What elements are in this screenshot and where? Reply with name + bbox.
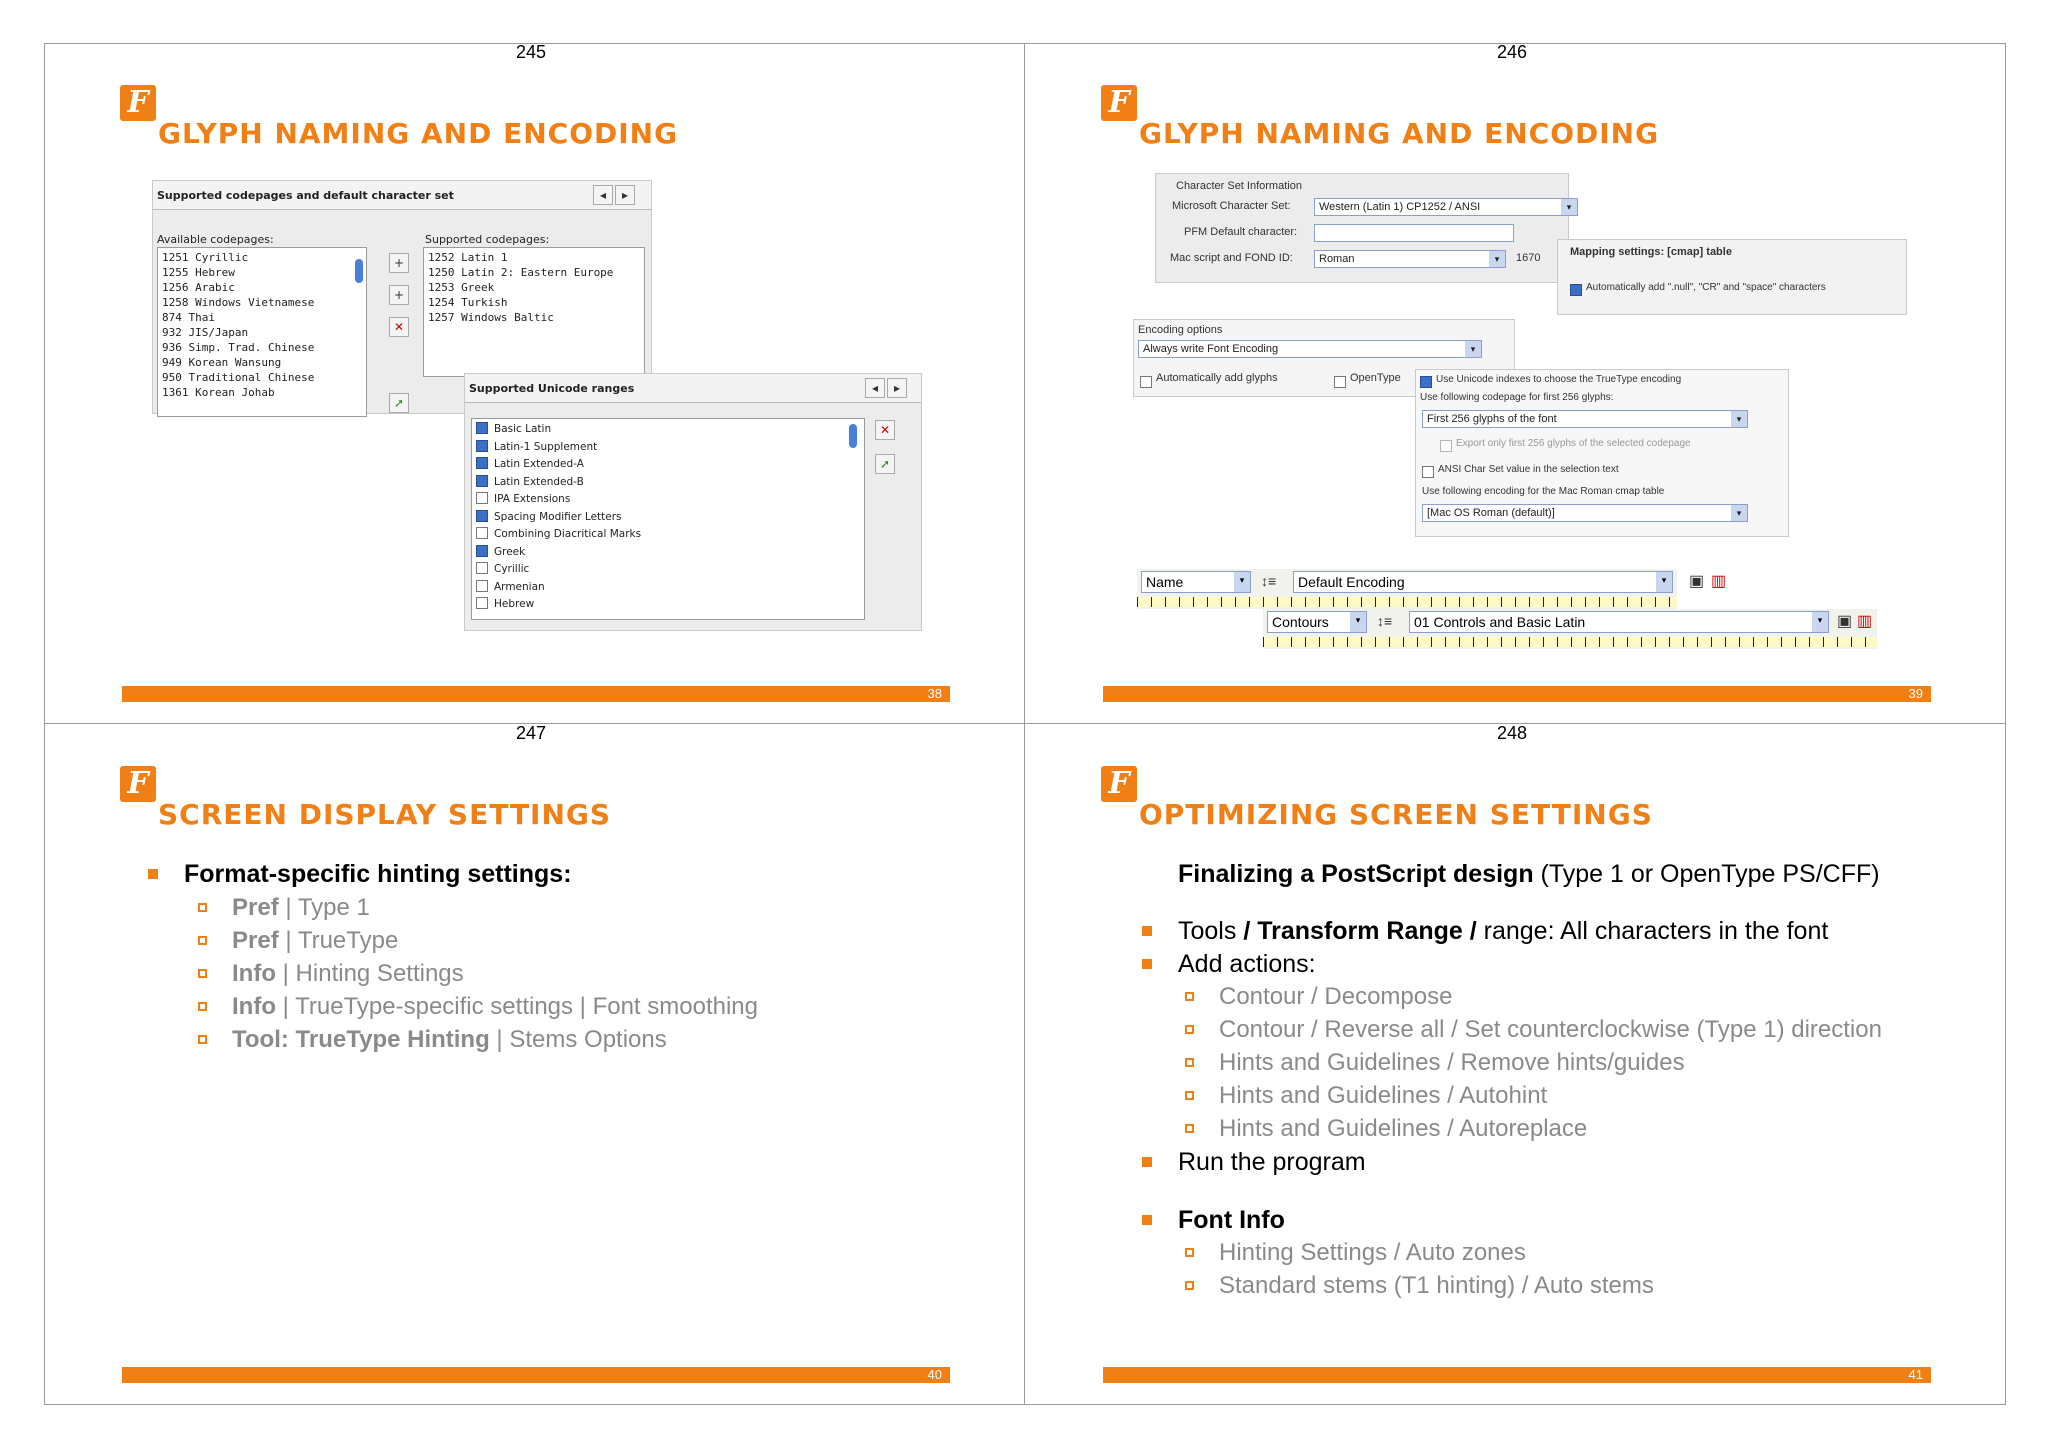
- checkbox-icon[interactable]: [476, 440, 488, 452]
- bullet-bold: Info: [232, 960, 276, 987]
- fond-id-value[interactable]: 1670: [1516, 252, 1541, 264]
- range-label: IPA Extensions: [494, 493, 571, 505]
- page-number: 248: [1496, 723, 1528, 743]
- list-item[interactable]: 1257 Windows Baltic: [428, 311, 554, 324]
- checkbox-icon[interactable]: [476, 510, 488, 522]
- auto-glyphs-label: Automatically add glyphs: [1156, 372, 1278, 384]
- slide-40: [44, 724, 1024, 1404]
- bullet: [1178, 950, 1316, 979]
- encoding-toolbar-select[interactable]: [1293, 571, 1673, 593]
- slide-title: GLYPH NAMING AND ENCODING: [1139, 117, 1660, 150]
- bullet-text: Hints and Guidelines / Autoreplace: [1219, 1115, 1588, 1142]
- filter-icon[interactable]: ▥: [1711, 573, 1727, 590]
- select-value: Always write Font Encoding: [1143, 343, 1279, 355]
- select-value: Contours: [1272, 614, 1329, 630]
- encoding-select[interactable]: [1138, 340, 1482, 358]
- range-row[interactable]: [476, 474, 860, 492]
- bullet-text: Hinting Settings / Auto zones: [1219, 1239, 1526, 1266]
- expand-arrow-icon[interactable]: ▸: [887, 378, 907, 398]
- use-unicode-label: Use Unicode indexes to choose the TrueType encoding: [1436, 374, 1682, 385]
- checkbox-icon[interactable]: [476, 527, 488, 539]
- list-item[interactable]: 1254 Turkish: [428, 296, 508, 309]
- list-item[interactable]: 1251 Cyrillic: [162, 251, 249, 264]
- footer-bar: [1103, 1367, 1931, 1383]
- bullet: [1178, 917, 1828, 946]
- dropdown-arrow-icon: ▾: [1731, 505, 1747, 521]
- footer-bar: [122, 1367, 950, 1383]
- bullet-icon: [198, 969, 207, 978]
- slide-number: 41: [1908, 1367, 1923, 1382]
- sub-bullet: [1219, 983, 1452, 1011]
- bullet-text: Add actions:: [1178, 950, 1316, 978]
- bullet-text: Tools: [1178, 917, 1244, 945]
- unicode-ranges-panel: [464, 373, 922, 631]
- bullet-icon: [1185, 1124, 1194, 1133]
- bullet-text: | TrueType: [278, 927, 399, 954]
- dropdown-arrow-icon: ▾: [1465, 341, 1481, 357]
- list-item[interactable]: 936 Simp. Trad. Chinese: [162, 341, 315, 354]
- bullet-bold: Info: [232, 993, 276, 1020]
- bullet-bold: Tool: TrueType Hinting: [232, 1026, 490, 1053]
- slide-title: GLYPH NAMING AND ENCODING: [158, 117, 679, 150]
- bullet-icon: [1142, 1157, 1152, 1167]
- footer-bar: [122, 686, 950, 702]
- range-label: Hebrew: [494, 598, 535, 610]
- sub-bullet: [232, 927, 398, 955]
- bullet-icon: [1185, 1025, 1194, 1034]
- bullet-text: Hints and Guidelines / Remove hints/guides: [1219, 1049, 1685, 1076]
- bullet-icon: [198, 903, 207, 912]
- range-row[interactable]: [476, 491, 860, 509]
- mapping-title: Mapping settings: [cmap] table: [1570, 246, 1732, 258]
- list-item[interactable]: 1258 Windows Vietnamese: [162, 296, 315, 309]
- remove-icon[interactable]: ✕: [875, 420, 895, 440]
- fontlab-logo: F: [1101, 766, 1137, 802]
- add-icon[interactable]: +: [389, 253, 409, 273]
- checkbox-icon[interactable]: [476, 422, 488, 434]
- intro-line: [1178, 860, 1880, 889]
- range-label: Greek: [494, 545, 526, 558]
- sub-bullet: [232, 894, 370, 922]
- page-number: 245: [515, 42, 547, 62]
- grid-icon[interactable]: ▣: [1837, 613, 1853, 630]
- fontlab-logo: F: [1101, 85, 1137, 121]
- slide-number: 40: [927, 1367, 942, 1382]
- bullet-icon: [1185, 1091, 1194, 1100]
- sub-bullet: [232, 960, 464, 988]
- sub-bullet: [232, 993, 758, 1021]
- range-label: Latin Extended-A: [494, 458, 584, 470]
- bullet-icon: [198, 936, 207, 945]
- range-label: Combining Diacritical Marks: [494, 528, 642, 540]
- range-row[interactable]: [476, 579, 860, 597]
- checkbox-icon[interactable]: [1140, 376, 1152, 388]
- supported-codepages-list[interactable]: [423, 247, 645, 377]
- glyph-ruler: [1137, 597, 1677, 607]
- select-value: Western (Latin 1) CP1252 / ANSI: [1319, 201, 1481, 213]
- bullet: [1178, 1148, 1366, 1177]
- checkbox-icon[interactable]: [476, 597, 488, 609]
- supported-label: Supported codepages:: [425, 233, 550, 246]
- range-label: Armenian: [494, 580, 545, 593]
- checkbox-icon[interactable]: [476, 545, 488, 557]
- apply-icon[interactable]: ➚: [389, 393, 409, 413]
- range-label: Cyrillic: [494, 563, 530, 575]
- range-label: Basic Latin: [494, 423, 552, 435]
- bullet-text: range: All characters in the font: [1476, 917, 1829, 945]
- select-value: Default Encoding: [1298, 574, 1405, 590]
- dropdown-arrow-icon: ▾: [1234, 572, 1250, 592]
- sort-icon[interactable]: ↕≡: [1377, 613, 1393, 629]
- sub-bullet: [1219, 1239, 1526, 1267]
- fontlab-logo: F: [120, 85, 156, 121]
- intro-text: (Type 1 or OpenType PS/CFF): [1533, 860, 1880, 888]
- bullet-text: | TrueType-specific settings | Font smoothing: [275, 993, 758, 1020]
- bullet-text: Format-specific hinting settings:: [184, 860, 572, 888]
- sub-bullet: [232, 1026, 667, 1054]
- select-value: Name: [1146, 574, 1184, 590]
- dropdown-arrow-icon: ▾: [1656, 572, 1672, 592]
- sub-bullet: [1219, 1115, 1587, 1143]
- bullet-text: Run the program: [1178, 1148, 1366, 1176]
- bullet-text: Standard stems (T1 hinting) / Auto stems: [1219, 1272, 1654, 1299]
- page-number: 246: [1496, 42, 1528, 62]
- expand-arrow-icon[interactable]: ▸: [615, 185, 635, 205]
- range-row[interactable]: [476, 561, 860, 579]
- checkbox-icon[interactable]: [1420, 376, 1432, 388]
- panel-title: Supported codepages and default character set: [157, 189, 454, 202]
- dropdown-arrow-icon: ▾: [1561, 199, 1577, 215]
- intro-bold: Finalizing a PostScript design: [1178, 860, 1534, 888]
- apply-icon[interactable]: ➚: [875, 454, 895, 474]
- mac-cmap-select[interactable]: [1422, 504, 1748, 522]
- checkbox-icon[interactable]: [476, 457, 488, 469]
- use-codepage-label: Use following codepage for first 256 glyphs:: [1420, 392, 1614, 403]
- mapping-panel: [1557, 239, 1907, 315]
- available-label: Available codepages:: [157, 233, 274, 246]
- list-item[interactable]: 1250 Latin 2: Eastern Europe: [428, 266, 614, 279]
- pfm-label: PFM Default character:: [1184, 226, 1298, 238]
- ms-charset-select[interactable]: [1314, 198, 1578, 216]
- slide-number: 38: [927, 686, 942, 701]
- select-value: 01 Controls and Basic Latin: [1414, 614, 1586, 630]
- ms-charset-label: Microsoft Character Set:: [1172, 200, 1291, 212]
- sort-icon[interactable]: ↕≡: [1261, 573, 1277, 589]
- scrollbar-thumb[interactable]: [355, 259, 363, 283]
- charset-panel: [1155, 173, 1572, 283]
- scrollbar-thumb[interactable]: [849, 424, 857, 448]
- list-item[interactable]: 949 Korean Wansung: [162, 356, 282, 369]
- filter-icon[interactable]: ▥: [1857, 613, 1873, 630]
- encoding-header: Encoding options: [1138, 324, 1223, 336]
- bullet-text: | Type 1: [278, 894, 370, 921]
- list-item[interactable]: 950 Traditional Chinese: [162, 371, 315, 384]
- page-number: 247: [515, 723, 547, 743]
- range-label: Latin Extended-B: [494, 475, 584, 488]
- checkbox-icon[interactable]: [476, 562, 488, 574]
- bullet-icon: [148, 869, 158, 879]
- glyph-ruler: [1263, 637, 1877, 647]
- dropdown-arrow-icon: ▾: [1812, 612, 1828, 632]
- bullet-icon: [1142, 959, 1152, 969]
- checkbox-icon[interactable]: [1570, 284, 1582, 296]
- slide-title: SCREEN DISPLAY SETTINGS: [158, 798, 612, 831]
- range-row[interactable]: [476, 456, 860, 474]
- bullet-text: Hints and Guidelines / Autohint: [1219, 1082, 1548, 1109]
- sub-bullet: [1219, 1016, 1882, 1044]
- checkbox-icon[interactable]: [1440, 440, 1452, 452]
- bullet-text: | Hinting Settings: [275, 960, 464, 987]
- bullet-text: Contour / Decompose: [1219, 983, 1453, 1010]
- checkbox-icon[interactable]: [1422, 466, 1434, 478]
- pfm-default-input[interactable]: [1314, 224, 1514, 242]
- slide-number: 39: [1908, 686, 1923, 701]
- toolbar-b: [1263, 609, 1877, 649]
- bullet-text: | Stems Options: [489, 1026, 667, 1053]
- mac-script-select[interactable]: [1314, 250, 1506, 268]
- bullet-bold: / Transform Range /: [1243, 917, 1477, 945]
- list-item[interactable]: 1252 Latin 1: [428, 251, 508, 264]
- dropdown-arrow-icon: ▾: [1489, 251, 1505, 267]
- range-row[interactable]: [476, 439, 860, 457]
- bullet-icon: [1185, 1248, 1194, 1257]
- range-row[interactable]: [476, 509, 860, 527]
- list-item[interactable]: 1253 Greek: [428, 281, 495, 294]
- select-value: Roman: [1319, 253, 1355, 265]
- checkbox-icon[interactable]: [476, 580, 488, 592]
- bullet-icon: [1142, 1215, 1152, 1225]
- mac-cmap-label: Use following encoding for the Mac Roman cmap table: [1422, 486, 1665, 497]
- checkbox-icon[interactable]: [476, 492, 488, 504]
- bullet-text: Font Info: [1178, 1206, 1285, 1234]
- fontlab-logo: F: [120, 766, 156, 802]
- range-row[interactable]: [476, 596, 860, 614]
- dropdown-arrow-icon: ▾: [1350, 612, 1366, 632]
- bullet-icon: [1185, 992, 1194, 1001]
- range-row[interactable]: [476, 526, 860, 544]
- sub-bullet: [1219, 1272, 1654, 1300]
- export-panel: [1415, 369, 1789, 537]
- export-only-label: Export only first 256 glyphs of the selected codepage: [1456, 438, 1691, 449]
- checkbox-icon[interactable]: [476, 475, 488, 487]
- range-row[interactable]: [476, 544, 860, 562]
- list-item[interactable]: 1256 Arabic: [162, 281, 235, 294]
- mac-fond-label: Mac script and FOND ID:: [1170, 252, 1293, 264]
- slide-39: [1025, 43, 2005, 723]
- range-label: Latin-1 Supplement: [494, 440, 598, 453]
- select-value: [Mac OS Roman (default)]: [1427, 507, 1555, 519]
- codepage-select[interactable]: [1422, 410, 1748, 428]
- dropdown-arrow-icon: ▾: [1731, 411, 1747, 427]
- sub-bullet: [1219, 1049, 1685, 1077]
- bullet: [1178, 1206, 1285, 1235]
- footer-bar: [1103, 686, 1931, 702]
- auto-add-label: Automatically add ".null", "CR" and "space" characters: [1586, 282, 1826, 293]
- collapse-arrow-icon[interactable]: ◂: [593, 185, 613, 205]
- contours-select[interactable]: [1267, 611, 1367, 633]
- charset-header: Character Set Information: [1176, 180, 1302, 192]
- bullet-icon: [198, 1002, 207, 1011]
- unicode-ranges-list[interactable]: [471, 418, 865, 620]
- bullet-text: Contour / Reverse all / Set counterclockwise (Type 1) direction: [1219, 1016, 1882, 1043]
- select-value: First 256 glyphs of the font: [1427, 413, 1557, 425]
- range-label: Spacing Modifier Letters: [494, 510, 622, 523]
- name-select[interactable]: [1141, 571, 1251, 593]
- range-row[interactable]: [476, 421, 860, 439]
- bullet-heading: [184, 860, 572, 889]
- slide-41: [1025, 724, 2005, 1404]
- list-item[interactable]: 874 Thai: [162, 311, 215, 324]
- bullet-icon: [198, 1035, 207, 1044]
- list-item[interactable]: 1361 Korean Johab: [162, 386, 275, 399]
- available-codepages-list[interactable]: [157, 247, 367, 417]
- codepage-toolbar-select[interactable]: [1409, 611, 1829, 633]
- bullet-bold: Pref: [232, 894, 279, 921]
- remove-icon[interactable]: ✕: [389, 317, 409, 337]
- slide-title: OPTIMIZING SCREEN SETTINGS: [1139, 798, 1653, 831]
- grid-icon[interactable]: ▣: [1689, 573, 1705, 590]
- sub-bullet: [1219, 1082, 1547, 1110]
- panel-title: Supported Unicode ranges: [469, 382, 635, 395]
- list-item[interactable]: 1255 Hebrew: [162, 266, 235, 279]
- add-icon[interactable]: +: [389, 285, 409, 305]
- collapse-arrow-icon[interactable]: ◂: [865, 378, 885, 398]
- list-item[interactable]: 932 JIS/Japan: [162, 326, 249, 339]
- bullet-bold: Pref: [232, 927, 279, 954]
- toolbar-a: [1137, 569, 1677, 609]
- ansi-label: ANSI Char Set value in the selection text: [1438, 464, 1619, 475]
- bullet-icon: [1142, 926, 1152, 936]
- checkbox-icon[interactable]: [1334, 376, 1346, 388]
- bullet-icon: [1185, 1058, 1194, 1067]
- opentype-label: OpenType: [1350, 372, 1401, 384]
- bullet-icon: [1185, 1281, 1194, 1290]
- slide-38: [44, 43, 1024, 723]
